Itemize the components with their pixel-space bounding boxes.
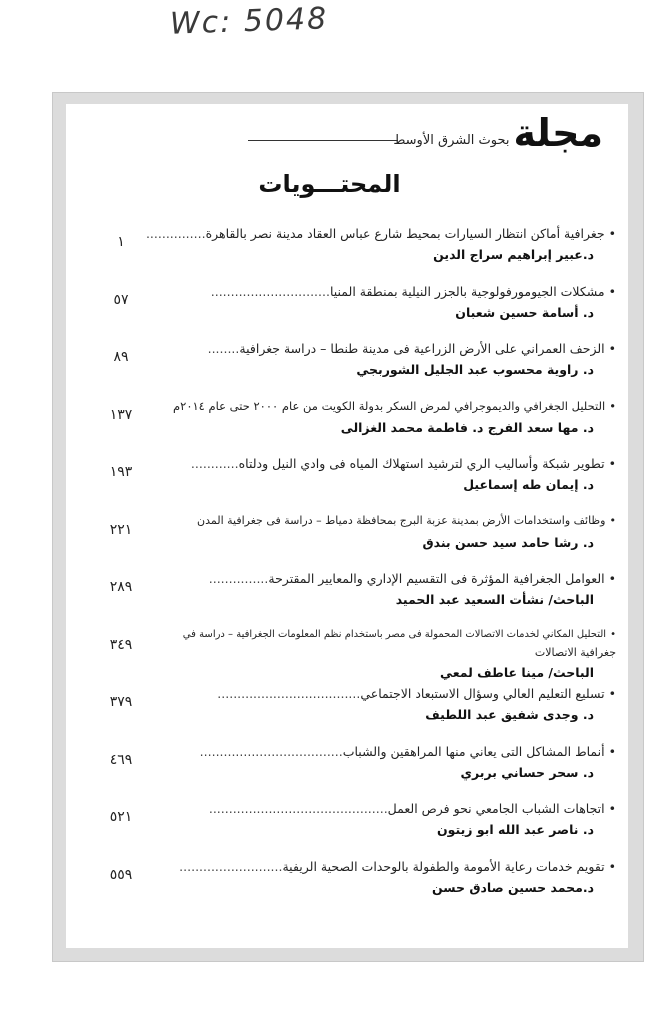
entry-page-number: ٣٤٩ — [109, 636, 133, 653]
entry-page-number: ١٩٣ — [109, 464, 133, 480]
entry-title: •الزحف العمراني على الأرض الزراعية فى مدينة طنطا – دراسة جغرافية........ — [207, 341, 616, 356]
toc-entry — [96, 801, 628, 859]
toc-entry — [96, 629, 628, 687]
entry-page-number: ١٣٧ — [109, 406, 133, 423]
entry-title: •مشكلات الجيومورفولوجية بالجزر النيلية بمنطقة المنيا.............................. — [210, 283, 616, 299]
entry-author: د. رشا حامد سيد حسن بندق — [422, 534, 594, 550]
entry-author: د.محمد حسين صادق حسن — [432, 879, 594, 895]
entry-page-number: ٢٢١ — [109, 521, 133, 538]
entry-page-number: ٤٦٩ — [109, 751, 133, 768]
entry-author: د. مها سعد الفرج د. فاطمة محمد الغزالى — [340, 419, 594, 435]
handwritten-note: Wc: 5048 — [169, 1, 329, 42]
entry-title: •التحليل المكاني لخدمات الاتصالات المحمولة فى مصر باستخدام نظم المعلومات الجغرافية – دراسة في — [182, 628, 616, 640]
entry-author: د. راوية محسوب عبد الجليل الشوربجي — [356, 362, 594, 377]
toc-entry — [96, 399, 628, 457]
entry-author: الباحث/ مينا عاطف لمعي — [440, 664, 594, 680]
toc-heading: المحتـــويات — [258, 170, 401, 198]
toc-entry — [96, 341, 628, 399]
entry-title: •التحليل الجغرافي والديموجرافي لمرض السكر بدولة الكويت من عام ٢٠٠٠ حتى عام ٢٠١٤م — [173, 398, 616, 413]
toc-entry — [96, 859, 628, 917]
toc-entry — [96, 571, 628, 629]
toc-entry — [96, 744, 628, 802]
journal-subtitle: بحوث الشرق الأوسط — [393, 133, 510, 148]
entry-author: د. وجدى شفيق عبد اللطيف — [425, 707, 594, 722]
toc-entry — [96, 226, 628, 284]
entry-title: •تسليع التعليم العالي وسؤال الاستبعاد الاجتماعي.................................... — [217, 686, 616, 701]
entry-title: •تقويم خدمات رعاية الأمومة والطفولة بالوحدات الصحية الريفية.......................... — [179, 858, 616, 874]
journal-masthead — [393, 111, 603, 155]
entry-page-number: ٨٩ — [113, 349, 129, 365]
entry-page-number: ١ — [117, 234, 125, 250]
entry-author: الباحث/ نشأت السعيد عبد الحميد — [395, 592, 594, 607]
entry-page-number: ٢٨٩ — [109, 579, 133, 595]
table-of-contents — [96, 226, 628, 916]
entry-author: د. سحر حساني بربري — [460, 764, 594, 780]
entry-author: د.عبير إبراهيم سراج الدين — [433, 247, 594, 262]
entry-author: د. ناصر عبد الله ابو زيتون — [436, 822, 594, 837]
entry-title: •العوامل الجغرافية المؤثرة فى التقسيم الإداري والمعايير المقترحة............... — [208, 571, 616, 586]
entry-page-number: ٥٢١ — [109, 809, 133, 825]
entry-title: •وظائف واستخدامات الأرض بمدينة عزبة البرج بمحافظة دمياط – دراسة فى جغرافية المدن — [197, 513, 616, 527]
entry-author: د. أسامة حسين شعبان — [455, 304, 594, 320]
entry-title: •أنماط المشاكل التى يعاني منها المراهقين والشباب.................................... — [199, 743, 616, 759]
entry-title-continued: جغرافية الاتصالات — [534, 645, 616, 659]
toc-entry — [96, 514, 628, 572]
toc-entry — [96, 686, 628, 744]
journal-title: مجلة — [513, 111, 603, 155]
entry-title: •تطوير شبكة وأساليب الري لترشيد استهلاك المياه فى وادي النيل ودلتاه............ — [190, 456, 616, 471]
masthead-rule — [248, 140, 398, 141]
entry-page-number: ٣٧٩ — [109, 694, 133, 710]
entry-title: •اتجاهات الشباب الجامعي نحو فرص العمل............................................. — [208, 801, 616, 816]
entry-page-number: ٥٧ — [113, 291, 129, 308]
toc-entry — [96, 284, 628, 342]
entry-title: •جغرافية أماكن انتظار السيارات بمحيط شارع عباس العقاد مدينة نصر بالقاهرة............... — [145, 226, 616, 241]
entry-page-number: ٥٥٩ — [109, 866, 133, 883]
entry-author: د. إيمان طه إسماعيل — [463, 477, 594, 492]
toc-entry — [96, 456, 628, 514]
